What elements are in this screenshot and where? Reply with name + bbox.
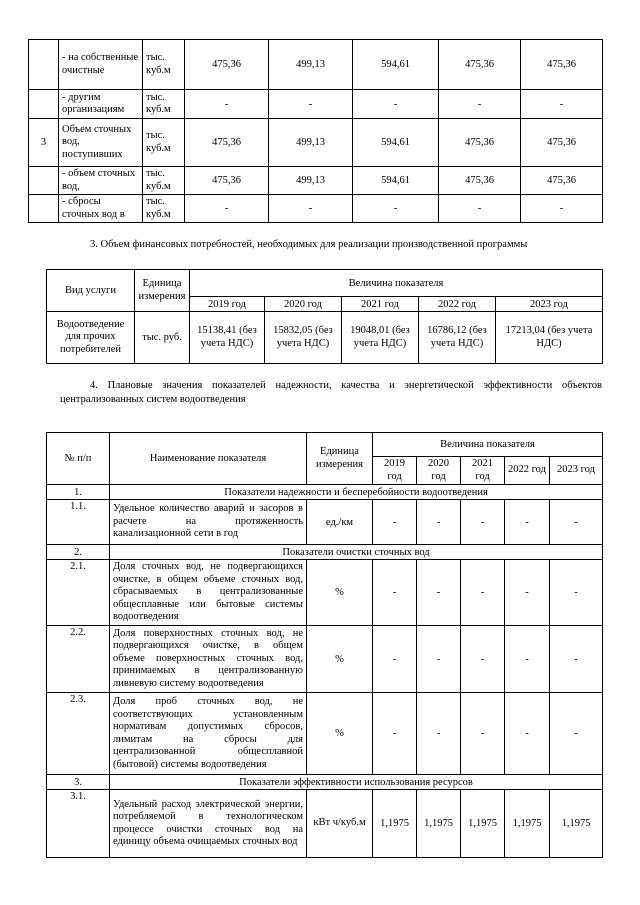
row-name: Удельный расход электрической энергии, потребляемой в технологическом процессе очистки сточных вод на единицу объема очищаемых сточных вод	[110, 790, 307, 858]
cell-value: 499,13	[269, 167, 353, 195]
row-name: Доля поверхностных сточных вод, не подвергающихся очистке, в общем объеме поверхностных сточных вод, принимаемых в централизованную ливневую систему водоотведения	[110, 626, 307, 693]
row-unit: кВт ч/куб.м	[307, 790, 373, 858]
cell-value: -	[505, 500, 550, 545]
row-unit: тыс. куб.м	[143, 195, 185, 223]
cell-value: -	[417, 693, 461, 775]
row-number: 3	[29, 119, 59, 167]
row-unit: тыс. куб.м	[143, 40, 185, 90]
row-number: 3.1.	[47, 790, 110, 858]
cell-value: -	[417, 500, 461, 545]
cell-value: -	[269, 90, 353, 119]
row-name: Удельное количество аварий и засоров в расчете на протяженность канализационной сети в год	[110, 500, 307, 545]
cell-value: -	[505, 626, 550, 693]
cell-value: 594,61	[353, 40, 439, 90]
cell-value: 1,1975	[461, 790, 505, 858]
row-name: Доля проб сточных вод, не соответствующих установленным нормативам допустимых сбросов, лимитам на сбросы для централизованной общесплавной (бытовой) системы водоотведения	[110, 693, 307, 775]
row-number	[29, 195, 59, 223]
header-unit: Единица измерения	[135, 270, 190, 312]
header-name: Наименование показателя	[110, 433, 307, 485]
cell-value: -	[373, 626, 417, 693]
cell-value: -	[521, 90, 603, 119]
table-row	[47, 312, 603, 364]
header-service: Вид услуги	[47, 270, 135, 312]
row-unit: ед./км	[307, 500, 373, 545]
cell-value: -	[185, 195, 269, 223]
header-value: Величина показателя	[373, 433, 603, 457]
cell-value: 499,13	[269, 40, 353, 90]
cell-value: -	[373, 693, 417, 775]
cell-value: 475,36	[439, 40, 521, 90]
row-unit: тыс. куб.м	[143, 90, 185, 119]
cell-value: -	[373, 500, 417, 545]
cell-value: -	[461, 626, 505, 693]
row-name: Доля сточных вод, не подвергающихся очистке, в общем объеме сточных вод, сбрасываемых в централизованные общесплавные или бытовые системы водоотведения	[110, 560, 307, 626]
cell-value: 475,36	[185, 119, 269, 167]
cell-value: 475,36	[185, 40, 269, 90]
table-row	[29, 40, 603, 90]
year-header: 2021 год	[461, 457, 505, 485]
cell-value: 475,36	[521, 40, 603, 90]
cell-value: -	[417, 560, 461, 626]
row-name: - на собственные очистные	[59, 40, 143, 90]
year-header: 2021 год	[342, 297, 419, 312]
service-name: Водоотведение для прочих потребителей	[47, 312, 135, 364]
table-row	[47, 693, 603, 775]
cell-value: -	[550, 693, 603, 775]
cell-value: -	[373, 560, 417, 626]
cell-value: -	[550, 500, 603, 545]
table-row	[47, 560, 603, 626]
section-number: 1.	[47, 485, 110, 500]
row-number: 1.1.	[47, 500, 110, 545]
cell-value: 1,1975	[373, 790, 417, 858]
section-title: Показатели эффективности использования ресурсов	[110, 775, 603, 790]
section-3-title: 3. Объем финансовых потребностей, необходимых для реализации производственной программы	[90, 239, 528, 250]
row-name: - сбросы сточных вод в	[59, 195, 143, 223]
row-number	[29, 90, 59, 119]
row-unit: тыс. куб.м	[143, 119, 185, 167]
row-number	[29, 40, 59, 90]
year-header: 2020 год	[417, 457, 461, 485]
section-row	[47, 775, 603, 790]
cell-value: 499,13	[269, 119, 353, 167]
table-row	[29, 119, 603, 167]
row-name: Объем сточных вод, поступивших	[59, 119, 143, 167]
row-unit: тыс. куб.м	[143, 167, 185, 195]
year-header: 2022 год	[419, 297, 496, 312]
year-header: 2020 год	[265, 297, 342, 312]
cell-value: 475,36	[439, 167, 521, 195]
cell-value: 475,36	[185, 167, 269, 195]
indicators-table	[46, 432, 603, 858]
row-name: - объем сточных вод,	[59, 167, 143, 195]
service-unit: тыс. руб.	[135, 312, 190, 364]
cell-value: -	[505, 560, 550, 626]
table-row	[47, 626, 603, 693]
header-value: Величина показателя	[190, 270, 603, 297]
financial-table	[46, 269, 603, 364]
row-number: 2.2.	[47, 626, 110, 693]
row-number	[29, 167, 59, 195]
cell-value: 1,1975	[505, 790, 550, 858]
cell-value: 475,36	[439, 119, 521, 167]
cell-value: -	[550, 626, 603, 693]
section-title: Показатели очистки сточных вод	[110, 545, 603, 560]
cell-value: -	[461, 560, 505, 626]
cell-value: -	[353, 90, 439, 119]
table-row	[29, 195, 603, 223]
cell-value: 475,36	[521, 119, 603, 167]
table-row	[47, 790, 603, 858]
section-4-title: 4. Плановые значения показателей надежности, качества и энергетической эффективности объектов централизованных систем водоотведения	[60, 380, 602, 405]
section-row	[47, 485, 603, 500]
row-unit: %	[307, 560, 373, 626]
year-header: 2022 год	[505, 457, 550, 485]
section-number: 2.	[47, 545, 110, 560]
cell-value: -	[439, 90, 521, 119]
row-unit: %	[307, 626, 373, 693]
year-header: 2023 год	[550, 457, 603, 485]
table-row	[47, 500, 603, 545]
year-header: 2019 год	[190, 297, 265, 312]
cell-value: 15832,05 (без учета НДС)	[265, 312, 342, 364]
row-number: 2.3.	[47, 693, 110, 775]
year-header: 2019 год	[373, 457, 417, 485]
section-title: Показатели надежности и бесперебойности водоотведения	[110, 485, 603, 500]
volume-table	[28, 39, 603, 223]
section-number: 3.	[47, 775, 110, 790]
row-unit: %	[307, 693, 373, 775]
cell-value: 15138,41 (без учета НДС)	[190, 312, 265, 364]
cell-value: -	[269, 195, 353, 223]
table-row	[29, 167, 603, 195]
cell-value: -	[439, 195, 521, 223]
cell-value: 594,61	[353, 167, 439, 195]
section-row	[47, 545, 603, 560]
cell-value: -	[461, 693, 505, 775]
row-number: 2.1.	[47, 560, 110, 626]
cell-value: 1,1975	[417, 790, 461, 858]
cell-value: 1,1975	[550, 790, 603, 858]
cell-value: -	[521, 195, 603, 223]
row-name: - другим организациям	[59, 90, 143, 119]
cell-value: -	[353, 195, 439, 223]
cell-value: 19048,01 (без учета НДС)	[342, 312, 419, 364]
cell-value: 594,61	[353, 119, 439, 167]
cell-value: 475,36	[521, 167, 603, 195]
header-unit: Единица измерения	[307, 433, 373, 485]
header-num: № п/п	[47, 433, 110, 485]
cell-value: 16786,12 (без учета НДС)	[419, 312, 496, 364]
cell-value: -	[185, 90, 269, 119]
cell-value: -	[461, 500, 505, 545]
cell-value: -	[505, 693, 550, 775]
table-row	[29, 90, 603, 119]
year-header: 2023 год	[496, 297, 603, 312]
cell-value: 17213,04 (без учета НДС)	[496, 312, 603, 364]
cell-value: -	[417, 626, 461, 693]
cell-value: -	[550, 560, 603, 626]
